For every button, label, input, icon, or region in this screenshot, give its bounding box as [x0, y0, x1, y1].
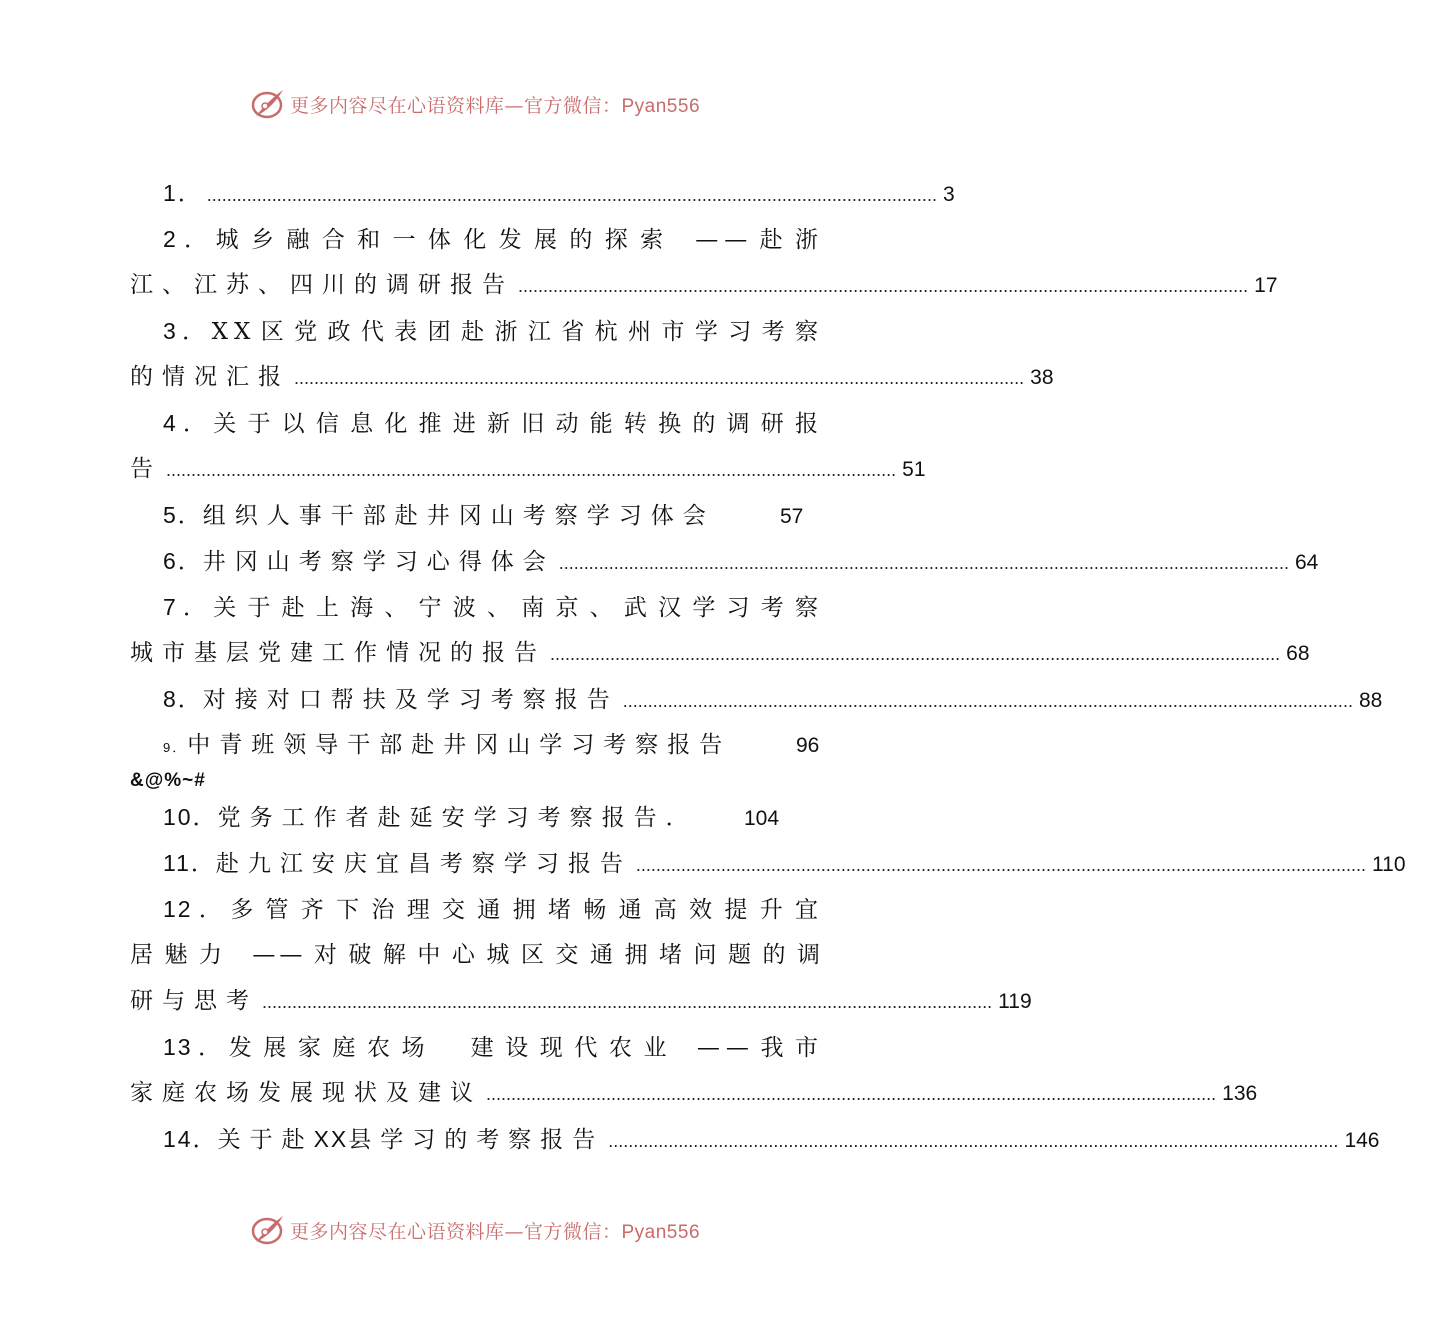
leader-dots: .................................................................................................................................................. — [622, 691, 1353, 711]
page-number: 57 — [780, 505, 804, 528]
toc-entry-14[interactable]: 14．关于赴XX县学习的考察报告 .................................................................................................................................................. 146 — [130, 1116, 824, 1162]
banner-text: 更多内容尽在心语资料库—官方微信：Pyan556 — [289, 1220, 701, 1243]
toc-entry-7-line-1[interactable]: 7．关于赴上海、宁波、南京、武汉学习考察 — [163, 594, 824, 621]
toc-entry-3-line-2[interactable]: 的情况汇报 .................................................................................................................................................. 38 — [130, 354, 824, 400]
leader-dots: .................................................................................................................................................. — [550, 644, 1281, 664]
leader-dots: .................................................................................................................................................. — [635, 855, 1367, 875]
toc-entry-5[interactable]: 5．组织人事干部赴井冈山考察学习体会 57 — [130, 492, 824, 538]
banner-text: 更多内容尽在心语资料库—官方微信：Pyan556 — [289, 94, 701, 117]
page-number: 96 — [796, 734, 820, 757]
toc-entry-8[interactable]: 8．对接对口帮扶及学习考察报告 .................................................................................................................................................. 88 — [130, 676, 824, 722]
leader-dots: .................................................................................................................................................. — [608, 1131, 1339, 1151]
page-number: 17 — [1254, 274, 1278, 297]
toc-entry-12-line-1[interactable]: 12．多管齐下治理交通拥堵畅通高效提升宜 — [163, 896, 824, 923]
toc-entry-9[interactable]: 9．中青班领导干部赴井冈山学习考察报告 96 — [130, 722, 824, 768]
wechat-id: Pyan556 — [621, 95, 701, 117]
page-number: 88 — [1358, 689, 1383, 712]
table-of-contents — [130, 170, 1406, 1162]
page-number: 104 — [744, 807, 780, 830]
page-number: 38 — [1030, 366, 1054, 389]
page-number: 110 — [1372, 853, 1406, 876]
wechat-id: Pyan556 — [621, 1221, 701, 1243]
leader-dots: .................................................................................................................................................. — [558, 553, 1289, 573]
page-number: 136 — [1222, 1082, 1258, 1105]
toc-entry-6[interactable]: 6．井冈山考察学习心得体会 .................................................................................................................................................. 64 — [130, 538, 824, 584]
leader-dots: .................................................................................................................................................. — [206, 185, 937, 205]
footer-banner — [0, 1210, 950, 1250]
page-number: 51 — [902, 458, 926, 481]
page-number: 3 — [942, 183, 955, 206]
leader-dots: .................................................................................................................................................. — [262, 992, 993, 1012]
header-banner — [0, 84, 950, 124]
leader-dots: .................................................................................................................................................. — [518, 276, 1249, 296]
toc-entry-11[interactable]: 11．赴九江安庆宜昌考察学习报告 .................................................................................................................................................. 110 — [130, 840, 824, 886]
leader-dots: .................................................................................................................................................. — [294, 368, 1025, 388]
toc-entry-4-line-2[interactable]: 告 .................................................................................................................................................. 51 — [130, 446, 824, 492]
leader-dots: .................................................................................................................................................. — [166, 460, 897, 480]
toc-entry-7-line-2[interactable]: 城市基层党建工作情况的报告 .................................................................................................................................................. 68 — [130, 630, 824, 676]
toc-entry-2-line-2[interactable]: 江、江苏、四川的调研报告 .................................................................................................................................................. 17 — [130, 262, 824, 308]
quill-logo-icon — [250, 1212, 286, 1248]
toc-entry-10[interactable]: 10．党务工作者赴延安学习考察报告． 104 — [130, 794, 824, 840]
page-number: 146 — [1344, 1129, 1380, 1152]
leader-dots: .................................................................................................................................................. — [486, 1084, 1217, 1104]
toc-entry-2-line-1[interactable]: 2．城乡融合和一体化发展的探索 ——赴浙 — [163, 226, 824, 253]
page-number: 64 — [1294, 551, 1319, 574]
toc-entry-13-line-1[interactable]: 13．发展家庭农场 建设现代农业 ——我市 — [163, 1034, 825, 1061]
page-number: 119 — [998, 990, 1032, 1013]
toc-entry-4-line-1[interactable]: 4．关于以信息化推进新旧动能转换的调研报 — [163, 410, 824, 437]
symbol-string: &@%~# — [130, 770, 206, 791]
quill-logo-icon — [250, 86, 286, 122]
toc-entry-1[interactable]: 1． .................................................................................................................................................. 3 — [130, 170, 824, 216]
toc-entry-12-line-3[interactable]: 研与思考 .................................................................................................................................................. 119 — [130, 978, 824, 1024]
toc-entry-13-line-2[interactable]: 家庭农场发展现状及建议 .................................................................................................................................................. 136 — [130, 1070, 824, 1116]
toc-entry-3-line-1[interactable]: 3．XX区党政代表团赴浙江省杭州市学习考察 — [163, 318, 824, 345]
toc-entry-12-line-2[interactable]: 居魅力 ——对破解中心城区交通拥堵问题的调 — [130, 942, 824, 968]
page-number: 68 — [1286, 642, 1310, 665]
